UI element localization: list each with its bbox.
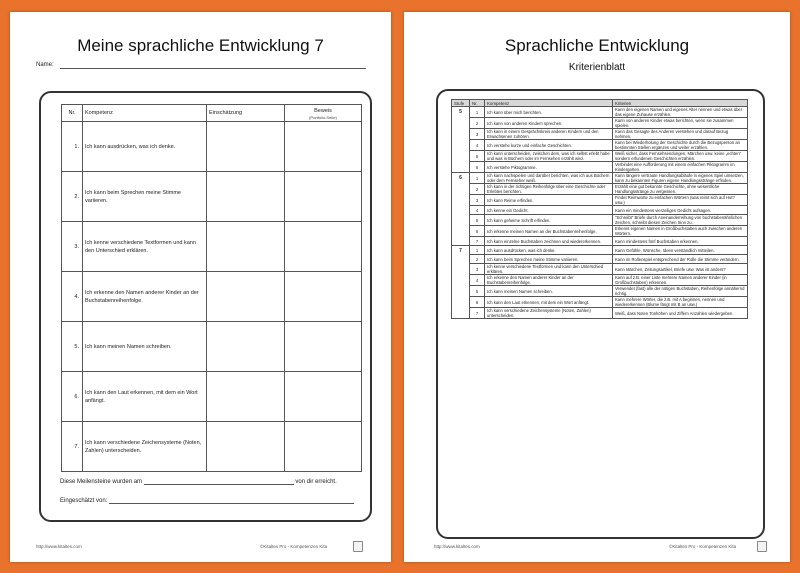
row-nr: 4. <box>62 272 83 322</box>
criteria-row <box>452 308 748 319</box>
criteria-kriterien: Kann im Rollenspiel entsprechend der Rolle die Stimme verändern. <box>613 255 748 264</box>
table-row <box>62 272 362 322</box>
table-row <box>62 422 362 472</box>
criteria-nr: 7 <box>470 308 485 319</box>
criteria-nr: 6 <box>470 162 485 173</box>
row-kompetenz: Ich kann den Laut erkennen, mit dem ein Wort anfängt. <box>83 372 207 422</box>
criteria-nr: 4 <box>470 206 485 215</box>
criteria-nr: 6 <box>470 297 485 308</box>
criteria-kompetenz: Ich kenne ein Gedicht. <box>485 206 613 215</box>
name-line <box>60 68 366 69</box>
criteria-kompetenz: Ich kann meinen Namen schreiben. <box>485 286 613 297</box>
row-kompetenz: Ich kenne verschiedene Textformen und kann den Unterschied erklären. <box>83 222 207 272</box>
criteria-kompetenz: Ich kann einzelne Buchstaben zeichnen und wiedererkennen. <box>485 237 613 246</box>
criteria-row <box>452 286 748 297</box>
row-nr: 3. <box>62 222 83 272</box>
logo-icon <box>353 541 363 552</box>
row-beweis-cell[interactable] <box>285 422 362 472</box>
row-beweis-cell[interactable] <box>285 172 362 222</box>
criteria-nr: 7 <box>470 237 485 246</box>
criteria-kriterien: "Schreibt" Briefe durch Aneinanderreihung von buchstabenähnlichen Zeichen, schreibt diesen Zeichen Sinn zu. <box>613 215 748 226</box>
criteria-kompetenz: Ich kann beim Sprechen meine Stimme variieren. <box>485 255 613 264</box>
assessed-statement <box>60 498 354 504</box>
criteria-kompetenz: Ich kann Reime erfinden. <box>485 195 613 206</box>
criteria-row <box>452 118 748 129</box>
criteria-kriterien: Kann mindestens fünf Buchstaben erkennen. <box>613 237 748 246</box>
name-label: Name: <box>36 62 54 68</box>
criteria-kompetenz: Ich kann geheime Schrift erfinden. <box>485 215 613 226</box>
criteria-nr: 5 <box>470 215 485 226</box>
criteria-kompetenz: Ich kann verschiedene Zeichensysteme (Noten, Zahlen) unterscheiden. <box>485 308 613 319</box>
row-kompetenz: Ich kann ausdrücken, was ich denke. <box>83 122 207 172</box>
criteria-kriterien: Findet Reimworte zu einfachen Wörtern (was reimt sich auf Hut? usw.) <box>613 195 748 206</box>
criteria-row <box>452 255 748 264</box>
footer-url: http://www.kitaltes.com <box>36 544 82 549</box>
criteria-kompetenz: Ich kann ausdrücken, was ich denke. <box>485 246 613 255</box>
table-row <box>62 172 362 222</box>
criteria-kriterien: Weiß sicher, dass Fernsehsendungen, Märchen usw. keine „echten“ sondern erfundenen Geschichten erzählen. <box>613 151 748 162</box>
page-title: Sprachliche Entwicklung <box>504 36 690 55</box>
criteria-kompetenz: Ich kann über mich berichten. <box>485 107 613 118</box>
criteria-row <box>452 237 748 246</box>
row-kompetenz: Ich kann verschiedene Zeichensysteme (Noten, Zahlen) unterscheiden. <box>83 422 207 472</box>
criteria-nr: 2 <box>470 118 485 129</box>
row-beweis-cell[interactable] <box>285 372 362 422</box>
criteria-kriterien: Weiß, dass Noten Tonhöhen und Ziffern Anzahlen wiedergeben. <box>613 308 748 319</box>
criteria-nr: 1 <box>470 173 485 184</box>
table-row <box>62 222 362 272</box>
header-nr: Nr. <box>62 105 83 122</box>
criteria-row <box>452 215 748 226</box>
criteria-row <box>452 162 748 173</box>
criteria-nr: 2 <box>470 255 485 264</box>
criteria-row <box>452 195 748 206</box>
row-beweis-cell[interactable] <box>285 222 362 272</box>
footer-brand: ©Kitaltes Pro - Kompetenzen Kita <box>669 544 737 549</box>
criteria-row <box>452 246 748 255</box>
footer-brand: ©Kitaltes Pro - Kompetenzen Kita <box>260 544 328 549</box>
criteria-row <box>452 151 748 162</box>
statement-suffix: von dir erreicht. <box>295 479 337 485</box>
assessed-label: Eingeschätzt von: <box>60 498 108 504</box>
criteria-kriterien: Kann mehrere Wörter, die z.B. mit A beginnen, nennen und wiedererkennen (Blume fängt mit B an usw.) <box>613 297 748 308</box>
header-beweis-label: Beweis <box>314 107 332 114</box>
footer-url: http://www.kitaltes.com <box>434 544 480 549</box>
criteria-kriterien: Erzählt eine gut bekannte Geschichte, ohne wesentliche Handlungsstränge zu vergessen. <box>613 184 748 195</box>
criteria-row <box>452 129 748 140</box>
criteria-kriterien: Kann den eigenen Namen und eigenes Alter nennen und etwas über das eigene Zuhause erzählen. <box>613 107 748 118</box>
criteria-kompetenz: Ich kann in einem Gesprächskreis anderen Kindern und den Erwachsenen zuhören. <box>485 129 613 140</box>
table-header-row <box>62 105 362 122</box>
criteria-nr: 5 <box>470 286 485 297</box>
row-einschaetzung-cell[interactable] <box>207 422 285 472</box>
criteria-nr: 5 <box>470 151 485 162</box>
stufe-cell: 5 <box>452 107 470 173</box>
page-subtitle: Kriterienblatt <box>568 62 626 73</box>
row-beweis-cell[interactable] <box>285 272 362 322</box>
criteria-kompetenz: Ich kenne verschiedene Textformen und kann den Unterschied erklären. <box>485 264 613 275</box>
row-einschaetzung-cell[interactable] <box>207 222 285 272</box>
criteria-row <box>452 107 748 118</box>
criteria-nr: 4 <box>470 140 485 151</box>
header-nr: Nr. <box>470 100 485 107</box>
table-row <box>62 322 362 372</box>
criteria-row <box>452 275 748 286</box>
date-line[interactable] <box>144 479 294 485</box>
criteria-kompetenz: Ich kann von anderen Kindern sprechen. <box>485 118 613 129</box>
criteria-kompetenz: Ich kann den Laut erkennen, mit dem ein Wort anfängt. <box>485 297 613 308</box>
header-beweis-sub: (Portfolio-Seite) <box>309 114 337 120</box>
assessor-line[interactable] <box>109 498 354 504</box>
criteria-kriterien: Kann auf z.B. einer Liste mehrere Namen anderer Kinder (in Großbuchstaben) erkennen. <box>613 275 748 286</box>
criteria-kriterien: Erkennt eigenen Namen in Großbuchstaben auch zwischen anderen Wörtern. <box>613 226 748 237</box>
row-beweis-cell[interactable] <box>285 122 362 172</box>
right-page <box>404 12 790 562</box>
row-einschaetzung-cell[interactable] <box>207 322 285 372</box>
milestone-statement <box>60 479 337 485</box>
criteria-kompetenz: Ich kann in der richtigen Reihenfolge über eine Geschichte oder Erlebtes berichten. <box>485 184 613 195</box>
row-nr: 6. <box>62 372 83 422</box>
criteria-row <box>452 206 748 215</box>
row-nr: 7. <box>62 422 83 472</box>
criteria-body <box>452 107 748 319</box>
row-nr: 5. <box>62 322 83 372</box>
criteria-kriterien: Kann Gefühle, Wünsche, Ideen verständlich mitteilen. <box>613 246 748 255</box>
header-stufe: Stufe <box>452 100 470 107</box>
criteria-row <box>452 226 748 237</box>
criteria-row <box>452 173 748 184</box>
header-kompetenz: Kompetenz <box>83 105 207 122</box>
criteria-header-row <box>452 100 748 107</box>
row-kompetenz: Ich kann beim Sprechen meine Stimme variieren. <box>83 172 207 222</box>
criteria-nr: 6 <box>470 226 485 237</box>
header-kriterien: Kriterien <box>613 100 748 107</box>
row-kompetenz: Ich kann meinen Namen schreiben. <box>83 322 207 372</box>
competence-table <box>61 104 362 472</box>
criteria-kompetenz: Ich erkenne den Namen anderer Kinder an der Buchstabenreihenfolge. <box>485 275 613 286</box>
criteria-kompetenz: Ich kann unterscheiden, zwischen dem, was ich selbst erlebt habe und was in Büchern oder im Fernsehen erzählt wird. <box>485 151 613 162</box>
left-page <box>10 12 391 562</box>
criteria-kriterien: Kann von anderen Kinder etwas berichten, wenn sie zusammen spielen. <box>613 118 748 129</box>
criteria-row <box>452 264 748 275</box>
row-nr: 1. <box>62 122 83 172</box>
criteria-kriterien: Verwendet (fast) alle der nötigen Buchstaben, Reihenfolge annähernd richtig. <box>613 286 748 297</box>
criteria-nr: 1 <box>470 107 485 118</box>
criteria-kriterien: Kann bei Wiederholung der Geschichte durch die Bezugsperson an bestimmten Stellen ergänzen und weiter erzählen. <box>613 140 748 151</box>
table-row <box>62 372 362 422</box>
criteria-kriterien: Verbindet eine Aufforderung mit einem einfachen Piktogramm im Kindergarten. <box>613 162 748 173</box>
criteria-kompetenz: Ich verstehe Piktogramme. <box>485 162 613 173</box>
row-einschaetzung-cell[interactable] <box>207 372 285 422</box>
criteria-nr: 4 <box>470 275 485 286</box>
statement-prefix: Diese Meilensteine wurden am <box>60 479 143 485</box>
row-nr: 2. <box>62 172 83 222</box>
criteria-table <box>451 99 748 319</box>
criteria-row <box>452 297 748 308</box>
table-row <box>62 122 362 172</box>
criteria-row <box>452 140 748 151</box>
page-title: Meine sprachliche Entwicklung 7 <box>77 36 324 55</box>
criteria-kriterien: Kann ein mindestens vierzeiliges Gedicht aufsagen. <box>613 206 748 215</box>
criteria-kriterien: Kann Märchen, Zeitungsartikel, Briefe usw. Was ist anders? <box>613 264 748 275</box>
criteria-kompetenz: Ich verstehe kurze und einfache Geschichten. <box>485 140 613 151</box>
row-einschaetzung-cell[interactable] <box>207 172 285 222</box>
row-beweis-cell[interactable] <box>285 322 362 372</box>
row-einschaetzung-cell[interactable] <box>207 272 285 322</box>
criteria-kriterien: Kann längere vertraute Handlungsabläufe in eigenes Spiel umsetzen, kann zu bekannten Figuren eigene Handlungsstränge erfinden. <box>613 173 748 184</box>
row-kompetenz: Ich erkenne den Namen anderer Kinder an der Buchstabenreihenfolge. <box>83 272 207 322</box>
header-einschaetzung: Einschätzung <box>207 105 285 122</box>
criteria-nr: 3 <box>470 264 485 275</box>
criteria-nr: 3 <box>470 129 485 140</box>
criteria-kompetenz: Ich erkenne meinen Namen an der Buchstabenreihenfolge. <box>485 226 613 237</box>
criteria-kriterien: Kann das Gesagte des Anderen verstehen und darauf Bezug nehmen. <box>613 129 748 140</box>
criteria-nr: 3 <box>470 195 485 206</box>
header-kompetenz: Kompetenz <box>485 100 613 107</box>
table-body <box>62 122 362 472</box>
criteria-nr: 1 <box>470 246 485 255</box>
criteria-kompetenz: Ich kann nachspielen und darüber berichten, was ich aus Büchern oder dem Fernseher weiß. <box>485 173 613 184</box>
stufe-cell: 6 <box>452 173 470 246</box>
row-einschaetzung-cell[interactable] <box>207 122 285 172</box>
stufe-cell: 7 <box>452 246 470 319</box>
header-beweis <box>285 105 362 122</box>
logo-icon <box>757 541 767 552</box>
criteria-row <box>452 184 748 195</box>
criteria-nr: 2 <box>470 184 485 195</box>
